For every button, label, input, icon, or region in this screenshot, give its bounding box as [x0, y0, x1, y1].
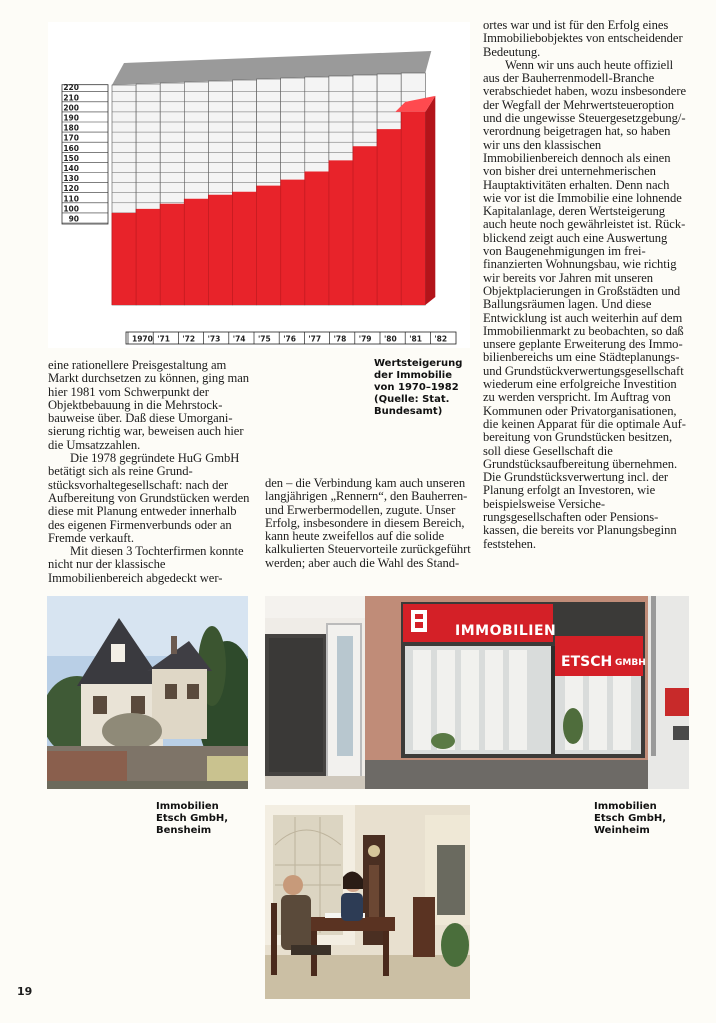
chart-caption-line: Wertsteigerung	[374, 358, 463, 369]
area-side-face	[425, 96, 435, 305]
y-tick-label: 150	[63, 153, 79, 163]
chart-caption-line: (Quelle: Stat.	[374, 394, 450, 405]
text-column-middle	[265, 477, 471, 570]
paragraph: eine rationellere Preisgestaltung am Markt durchsetzen zu können, ging man hier 1981 vom Schwerpunkt der Objektbebauung in die Mehrstockbauweise über. Daß diese Umorganisierung richtig war, beweisen auch hier die Umsatzzahlen.	[48, 358, 249, 452]
x-tick-label: '73	[207, 334, 221, 344]
text-column-right	[483, 19, 689, 551]
x-tick-label: '77	[308, 334, 322, 344]
photo-caption-weinheim	[594, 801, 694, 837]
x-tick-label: '79	[358, 334, 372, 344]
y-tick-label: 120	[63, 184, 79, 194]
x-tick-label: 1970	[132, 334, 153, 344]
x-tick-label: '80	[384, 334, 397, 344]
y-tick-label: 100	[63, 204, 79, 214]
paragraph: Wenn wir uns auch heute offiziell aus der Bauherrenmodell-Branche verabschiedet haben, wozu insbesondere der Wegfall der Mehrwertsteueroption und die ungewisse Steuergesetzgebung/-verordnung beigetragen hat, so haben wir uns den klassischen Immobilienbereich dennoch als einen von bisher drei unternehmerischen Hauptaktivitäten erhalten. Denn nach wie vor ist die Immobilie eine lohnende Kapitalanlage, deren Wertsteigerung auch heute noch gewährleistet ist. Rückblickend zeigt auch eine Auswertung von Baugenehmigungen im freifinanzierten Wohnungsbau, wie richtig wir bereits vor Jahren mit unseren Objektplacierungen in Großstädten und Ballungsräumen lagen. Und diese Entwicklung ist auch weiterhin auf dem Immobilienmarkt zu beobachten, so daß unsere geplante Erweiterung des Immobilienbereichs um eine Städteplanungs- und Grundstückverwertungsgesellschaft wiederum eine erfolgreiche Investition zu werden verspricht. Im Auftrag von Kommunen oder Privatorganisationen, die keinen Apparat für die optimale Aufbereitung von Grundstücken besitzen, soll diese Gesellschaft die Grundstücksaufbereitung übernehmen. Die Grundstücksverwertung incl. der Planung erfolgt an Investoren, wie beispielsweise Versicherungsgesellschaften oder Pensionskassen, die bereits vor Planungsbeginn feststehen.	[483, 57, 687, 551]
value-growth-chart	[48, 22, 470, 348]
y-tick-label: 130	[63, 174, 79, 184]
shop-sign-immobilien: IMMOBILIEN	[455, 623, 557, 639]
paragraph: ortes war und ist für den Erfolg eines Immobiliebobjektes von entscheidender Bedeutung.	[483, 18, 683, 59]
x-tick-label: '74	[232, 334, 246, 344]
y-tick-label: 200	[63, 103, 79, 113]
y-tick-label: 210	[63, 93, 79, 103]
photo-caption-bensheim	[156, 801, 256, 837]
y-tick-label: 220	[63, 83, 79, 93]
chart-caption-line: Bundesamt)	[374, 406, 443, 417]
y-tick-label: 170	[63, 133, 79, 143]
shop-sign-etsch: ETSCH	[561, 654, 613, 670]
caption-line: Weinheim	[594, 825, 650, 836]
caption-line: Bensheim	[156, 825, 212, 836]
y-tick-label: 190	[63, 113, 79, 123]
text-column-left	[48, 359, 256, 585]
caption-line: Etsch GmbH,	[156, 813, 229, 824]
y-tick-label: 110	[63, 194, 79, 204]
chart-caption	[374, 358, 474, 418]
page-number: 19	[17, 985, 33, 998]
y-tick-label: 180	[63, 123, 79, 133]
x-tick-label: '76	[283, 334, 296, 344]
photo-house-bensheim	[47, 596, 248, 789]
x-tick-label: '71	[157, 334, 170, 344]
caption-line: Immobilien	[156, 801, 219, 812]
caption-line: Etsch GmbH,	[594, 813, 667, 824]
x-tick-label: '78	[333, 334, 347, 344]
paragraph: den – die Verbindung kam auch unseren langjährigen „Rennern“, den Bauherren- und Erwerbermodellen, zugute. Unser Erfolg, insbesondere in diesem Bereich, kann heute zweifellos auf die solide kalkulierten Steuervorteile zurückgeführt werden; aber auch die Wahl des Stand-	[265, 476, 471, 570]
chart-caption-line: der Immobilie	[374, 370, 453, 381]
x-tick-label: '72	[182, 334, 196, 344]
y-tick-label: 90	[68, 214, 79, 224]
shop-sign-gmbh: GMBH	[615, 658, 646, 668]
y-tick-label: 160	[63, 143, 79, 153]
chart-panel	[48, 22, 470, 348]
chart-caption-line: von 1970–1982	[374, 382, 459, 393]
photo-shop-weinheim	[265, 596, 689, 789]
x-tick-label: '75	[258, 334, 271, 344]
x-tick-label: '81	[409, 334, 422, 344]
paragraph: Die 1978 gegründete HuG GmbH betätigt sich als reine Grundstücksvorhaltegesellschaft: nach der Aufbereitung von Grundstücken werden diese mit Planung entweder innerhalb des eigenen Firmenverbunds oder an Fremde verkauft.	[48, 451, 250, 545]
caption-line: Immobilien	[594, 801, 657, 812]
y-tick-label: 140	[63, 164, 79, 173]
photo-office-interior	[265, 805, 470, 999]
paragraph: Mit diesen 3 Tochterfirmen konnte nicht nur der klassische Immobilienbereich abgedeckt wer-	[48, 544, 244, 585]
x-tick-label: '82	[434, 334, 448, 344]
